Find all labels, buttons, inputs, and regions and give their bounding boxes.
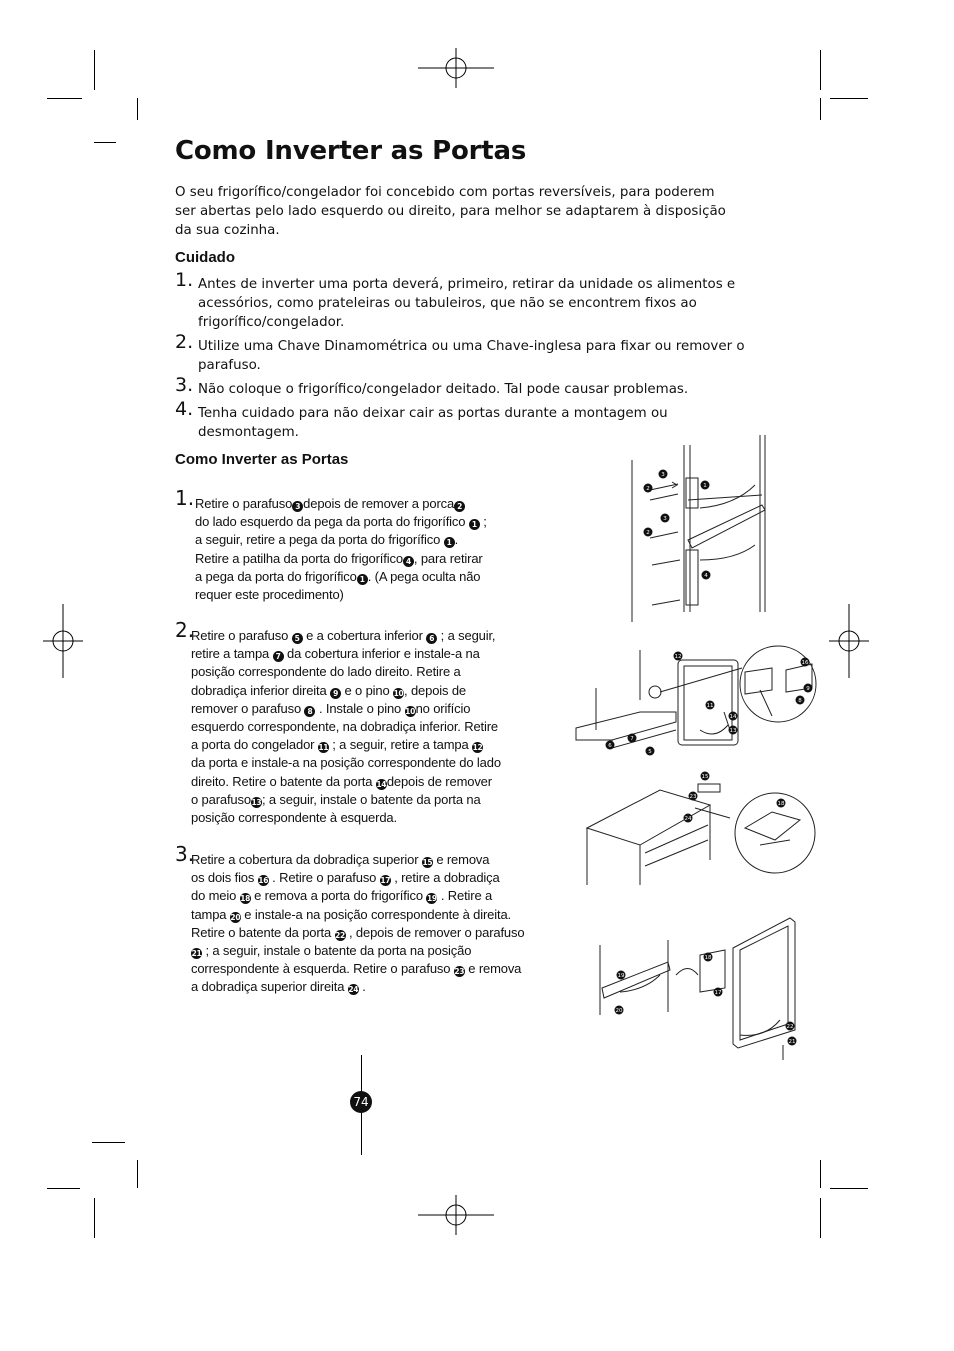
part-number-badge: 10 bbox=[405, 706, 415, 716]
caution-text: Tenha cuidado para não deixar cair as portas durante a montagem ou desmontagem. bbox=[198, 406, 668, 440]
step-text-run: . Instale o pino bbox=[315, 700, 405, 716]
step-text-run: e o pino bbox=[341, 682, 394, 698]
page-number: 74 bbox=[350, 1091, 372, 1113]
step-text-run: direito. Retire o batente da porta bbox=[191, 773, 376, 789]
caution-number: 4. bbox=[175, 398, 194, 420]
step-text-run: e remova bbox=[464, 961, 522, 977]
part-number-badge: 1 bbox=[357, 574, 368, 585]
step-text-run: os dois fios bbox=[191, 870, 258, 886]
figure-callout-label: 5 bbox=[648, 749, 652, 755]
caution-heading: Cuidado bbox=[175, 249, 235, 266]
part-number-badge: 17 bbox=[380, 876, 391, 886]
step-text-run: depois de remover a porca bbox=[303, 496, 455, 511]
caution-number: 1. bbox=[175, 269, 194, 291]
step-text-run: posição correspondente do lado direito. Retire a bbox=[191, 664, 461, 680]
page-title: Como Inverter as Portas bbox=[175, 136, 527, 166]
step-text-run: e remova bbox=[432, 852, 490, 867]
step-text-run: Retire a patilha da porta do frigorífico bbox=[195, 550, 403, 566]
step-text-run: esquerdo correspondente, na dobradiça inferior. Retire bbox=[191, 719, 498, 735]
step-text-run: correspondente à esquerda. Retire o parafuso bbox=[191, 961, 454, 977]
figure-callout-label: 2 bbox=[646, 530, 650, 536]
part-number-badge: 13 bbox=[251, 797, 262, 807]
part-number-badge: 14 bbox=[376, 779, 387, 789]
part-number-badge: 16 bbox=[258, 876, 269, 886]
part-number-badge: 24 bbox=[348, 985, 359, 995]
step-text-run: do lado esquerdo da pega da porta do frigorífico bbox=[195, 514, 469, 530]
step-text-run: . (A pega oculta não bbox=[367, 568, 481, 584]
figure-callout-label: 23 bbox=[689, 794, 697, 800]
step-text-run: , depois de bbox=[404, 682, 466, 698]
figure-callout-label: 1 bbox=[703, 483, 707, 489]
figure-callout-label: 11 bbox=[706, 703, 714, 709]
figure-callout bbox=[617, 971, 626, 980]
step-text-run: dobradiça inferior direita bbox=[191, 682, 331, 698]
intro-paragraph: O seu frigorífico/congelador foi concebido com portas reversíveis, para poderem ser abertas pelo lado esquerdo ou direito, para melhor se adaptarem à disposição da sua cozinha. bbox=[175, 185, 726, 238]
figure-callout-label: 18 bbox=[704, 955, 712, 961]
figure-callout-label: 12 bbox=[674, 654, 682, 660]
procedure-heading: Como Inverter as Portas bbox=[175, 451, 349, 468]
step-text-run: a seguir, retire a pega da porta do frigorífico bbox=[195, 532, 444, 548]
part-number-badge: 23 bbox=[454, 967, 465, 977]
step-text-run: Retire a cobertura da dobradiça superior bbox=[191, 852, 422, 867]
figure-callout-label: 14 bbox=[729, 714, 737, 720]
step-text-run: do meio bbox=[191, 888, 240, 904]
figure-callout-label: 4 bbox=[704, 573, 708, 579]
part-number-badge: 21 bbox=[191, 949, 202, 959]
step-text-run: . Retire a bbox=[437, 888, 493, 904]
step-text-run: ; a seguir, instale o batente da porta na bbox=[261, 791, 481, 807]
part-number-badge: 1 bbox=[469, 519, 480, 530]
step-text-run: ; a seguir, instale o batente da porta na posição bbox=[202, 943, 472, 959]
part-number-badge: 5 bbox=[292, 633, 303, 644]
figure-callout-label: 20 bbox=[615, 1008, 623, 1014]
step-number: 1. bbox=[175, 486, 195, 510]
figure-callout bbox=[714, 988, 723, 997]
step-text-run: . Retire o parafuso bbox=[268, 870, 380, 886]
step-text-run: Retire o parafuso bbox=[191, 628, 292, 643]
part-number-badge: 11 bbox=[318, 743, 329, 753]
figure-callout bbox=[704, 953, 713, 962]
step-text-run: a pega da porta do frigorífico bbox=[195, 568, 357, 584]
part-number-badge: 6 bbox=[426, 633, 437, 644]
part-number-badge: 8 bbox=[304, 706, 315, 717]
figure-callout-label: 6 bbox=[608, 743, 612, 749]
caution-number: 2. bbox=[175, 331, 194, 353]
part-number-badge: 15 bbox=[422, 858, 433, 867]
step-text-run: Retire o batente da porta bbox=[191, 924, 335, 940]
figure-callout-label: 7 bbox=[630, 736, 634, 742]
figure-callout-label: 2 bbox=[646, 486, 650, 492]
caution-number: 3. bbox=[175, 374, 194, 396]
caution-text: Utilize uma Chave Dinamométrica ou uma Chave-inglesa para fixar ou remover o parafuso. bbox=[198, 339, 745, 373]
figure-callout bbox=[788, 1037, 797, 1046]
figure-callout-label: 22 bbox=[786, 1024, 794, 1030]
part-number-badge: 20 bbox=[230, 912, 241, 922]
step-text-run: , depois de remover o parafuso bbox=[345, 924, 525, 940]
figure-callout-label: 21 bbox=[788, 1039, 796, 1045]
figure-callout bbox=[615, 1006, 624, 1015]
figure-callout-label: 8 bbox=[798, 698, 802, 704]
step-text-run: , retire a dobradiça bbox=[390, 870, 500, 886]
step-number: 2. bbox=[175, 618, 195, 642]
step-text-run: e instale-a na posição correspondente à direita. bbox=[240, 906, 512, 922]
step-text-run: ; bbox=[479, 514, 487, 530]
step-text-run: ; a seguir, bbox=[437, 628, 496, 643]
step-text-run: requer este procedimento) bbox=[195, 587, 344, 603]
part-number-badge: 19 bbox=[426, 894, 437, 904]
figure-callout-label: 17 bbox=[714, 990, 722, 996]
step-text-run: . bbox=[358, 979, 366, 995]
step-text-run: retire a tampa bbox=[191, 646, 273, 662]
step-text-run: o parafuso bbox=[191, 791, 251, 807]
figure-callout-label: 16 bbox=[801, 660, 809, 666]
part-number-badge: 18 bbox=[240, 894, 251, 904]
step-text-run: da cobertura inferior e instale-a na bbox=[283, 646, 480, 662]
part-number-badge: 1 bbox=[444, 537, 455, 548]
figure-callout-label: 24 bbox=[684, 816, 692, 822]
caution-text: Antes de inverter uma porta deverá, primeiro, retirar da unidade os alimentos e acessórios, como prateleiras ou tabuleiros, que não se encontrem fixos ao frigorífico/congelador. bbox=[198, 277, 736, 330]
figure-callouts bbox=[615, 953, 797, 1046]
step-text-run: a dobradiça superior direita bbox=[191, 979, 348, 995]
part-number-badge: 10 bbox=[393, 688, 404, 698]
part-number-badge: 12 bbox=[472, 743, 483, 753]
part-number-badge: 4 bbox=[403, 556, 414, 567]
caution-text: Não coloque o frigorífico/congelador deitado. Tal pode causar problemas. bbox=[198, 382, 689, 397]
step-text-run: a porta do congelador bbox=[191, 737, 318, 753]
step-text-run: e remova a porta do frigorífico bbox=[250, 888, 427, 904]
step-text-run: ; a seguir, retire a tampa bbox=[328, 737, 473, 753]
figure-callout-label: 9 bbox=[806, 686, 810, 692]
figure-callout-label: 3 bbox=[661, 472, 665, 478]
step-text-run: . bbox=[454, 532, 459, 548]
part-number-badge: 22 bbox=[335, 930, 345, 940]
step-text-run: Retire o parafuso bbox=[195, 496, 293, 511]
part-number-badge: 2 bbox=[454, 501, 465, 512]
step-text-run: no orifício bbox=[415, 700, 471, 716]
figure-callout bbox=[786, 1022, 795, 1031]
step-text-run: , para retirar bbox=[413, 550, 483, 566]
step-text-run: da porta e instale-a na posição correspondente do lado bbox=[191, 755, 501, 771]
step-text-run: posição correspondente à esquerda. bbox=[191, 810, 397, 826]
figure-callout-label: 13 bbox=[729, 728, 737, 734]
figure-callout-label: 15 bbox=[701, 774, 709, 780]
figure-callout-label: 3 bbox=[663, 516, 667, 522]
figure-callout-label: 19 bbox=[617, 973, 625, 979]
step-text-run: e a cobertura inferior bbox=[302, 628, 427, 643]
part-number-badge: 7 bbox=[273, 651, 284, 662]
part-number-badge: 3 bbox=[292, 501, 303, 512]
step-text-run: remover o parafuso bbox=[191, 700, 305, 716]
step-number: 3. bbox=[175, 842, 195, 866]
part-number-badge: 9 bbox=[330, 688, 341, 699]
figure-callout-label: 18 bbox=[777, 801, 785, 807]
step-text-run: tampa bbox=[191, 906, 230, 922]
step-text-run: depois de remover bbox=[386, 773, 492, 789]
